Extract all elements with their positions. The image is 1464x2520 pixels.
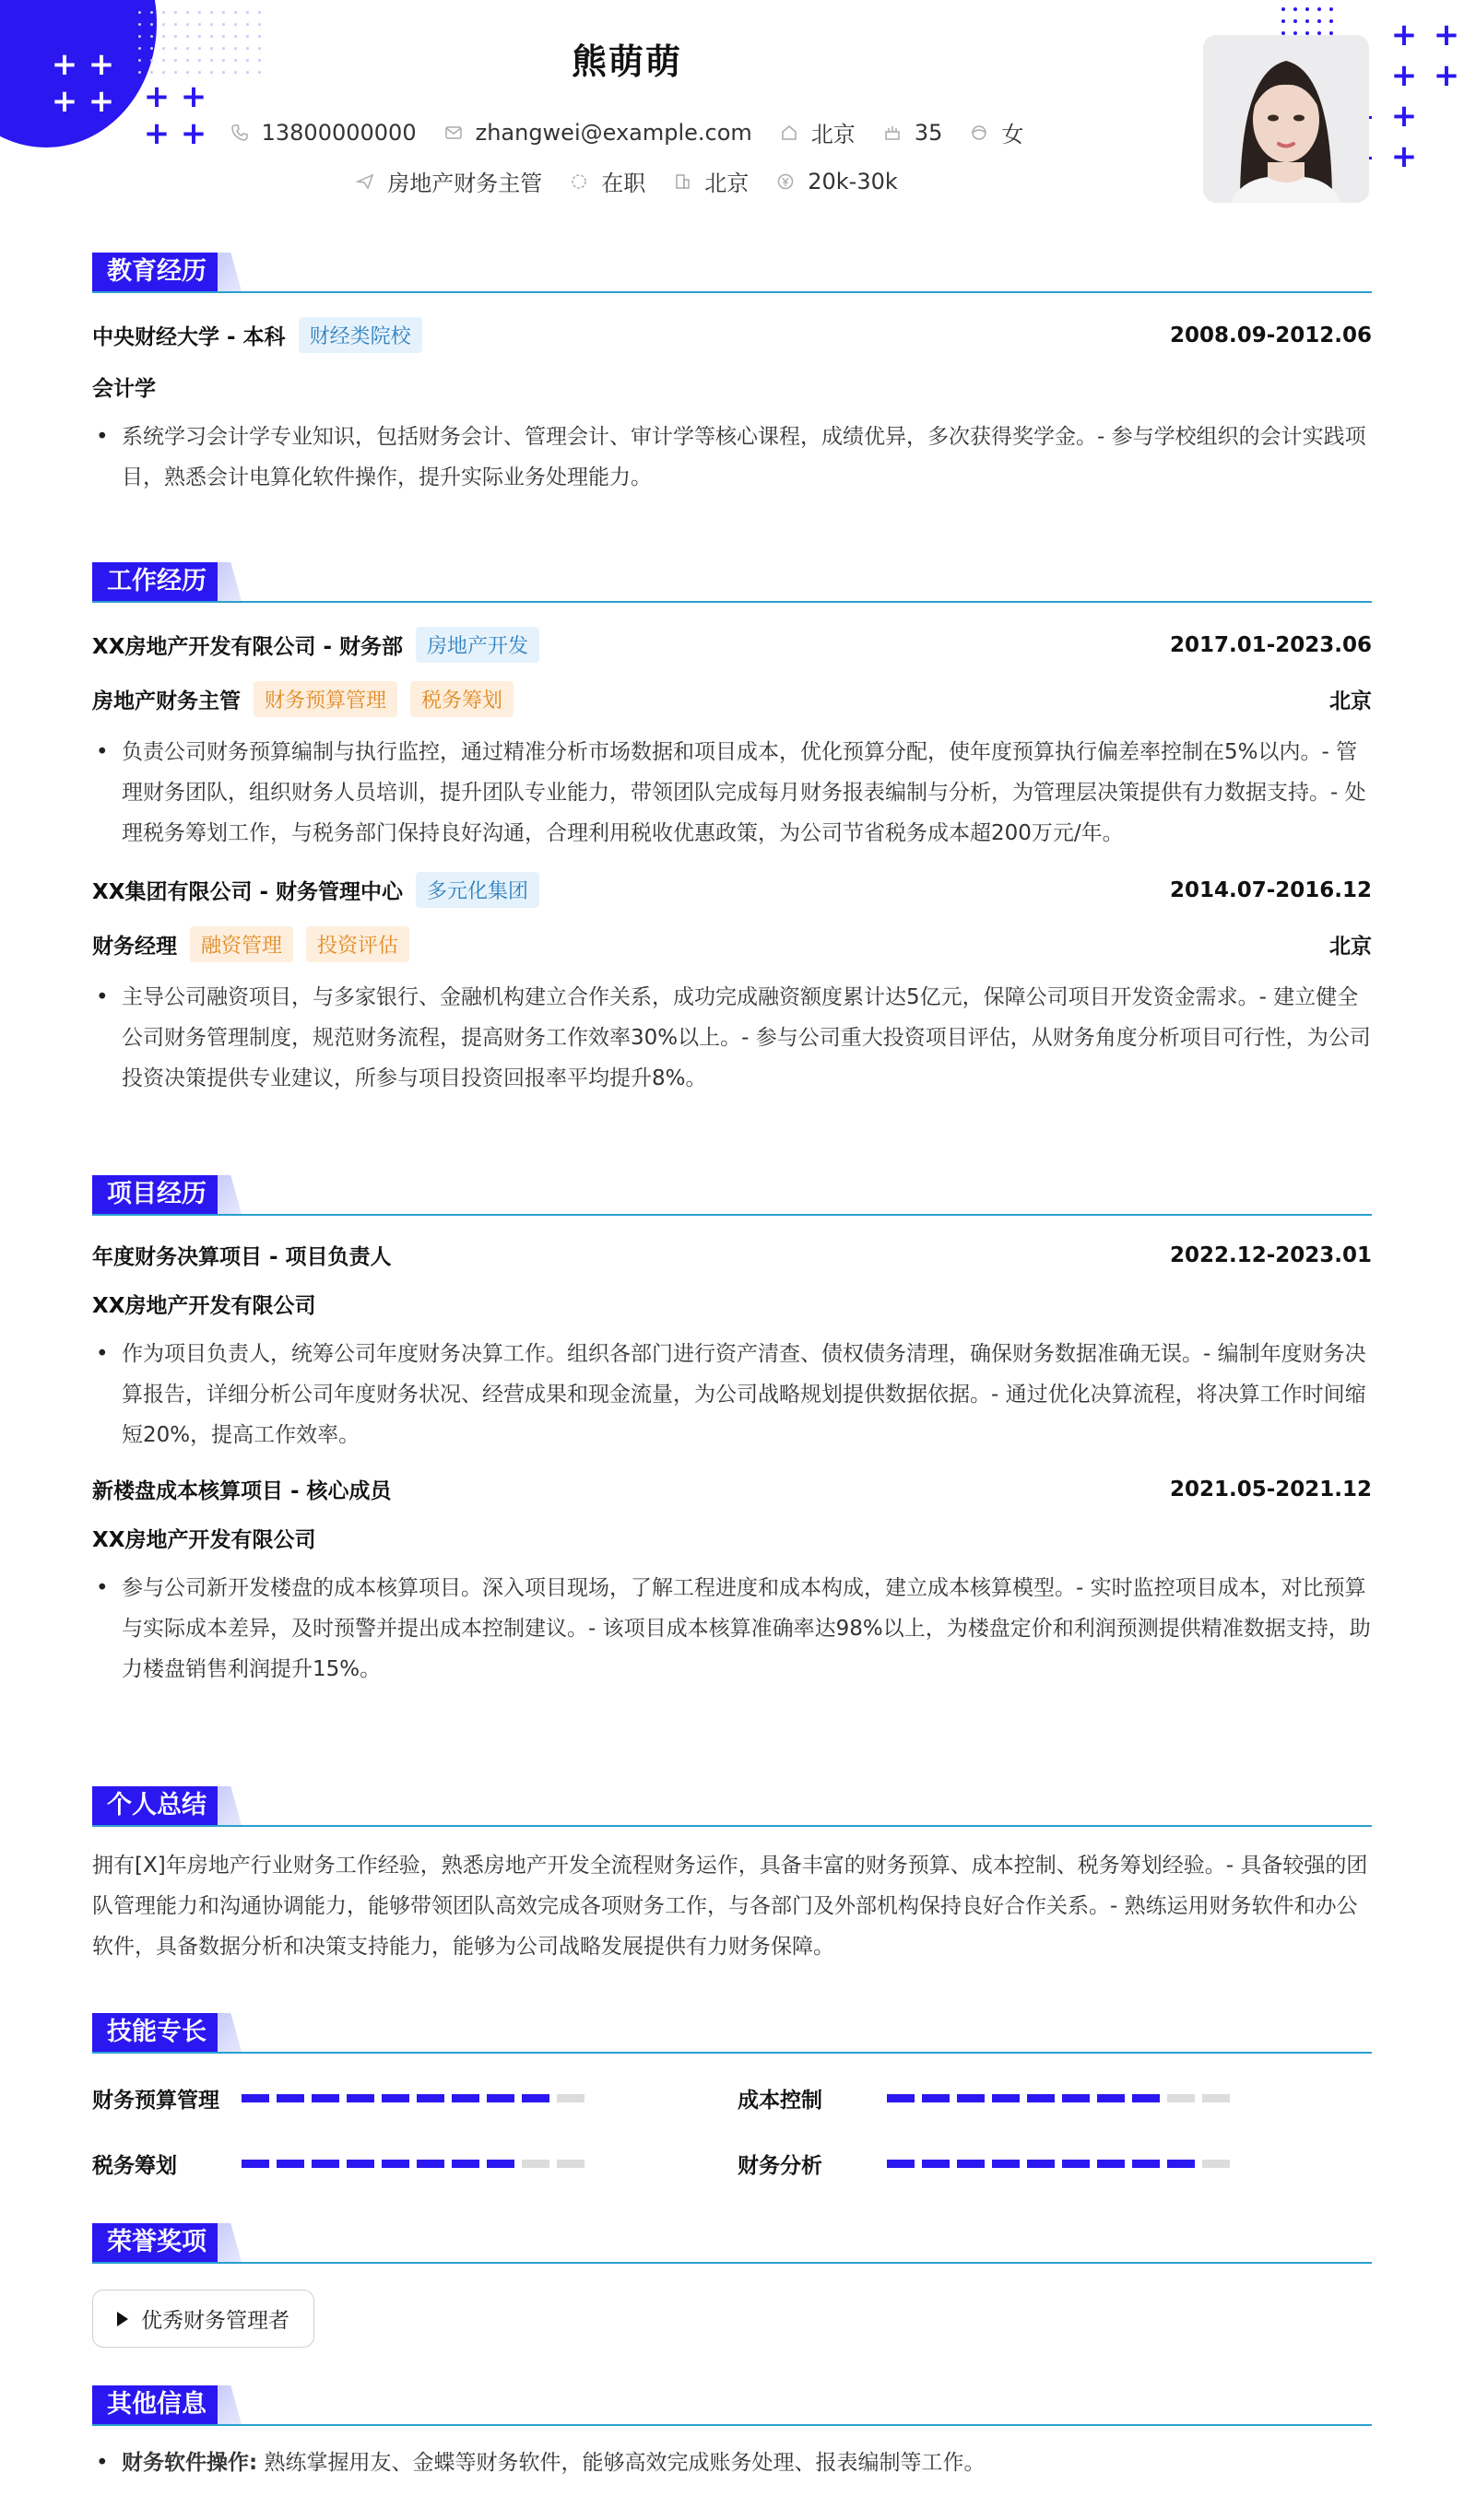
skill-level-segment bbox=[452, 2160, 479, 2168]
skills-section bbox=[92, 2013, 1372, 2179]
job-status: 在职 bbox=[601, 171, 646, 196]
skill-level-segment bbox=[277, 2160, 304, 2168]
plus-pattern-right: + + + + + + bbox=[1390, 17, 1460, 175]
skill-tag: 财务预算管理 bbox=[254, 681, 397, 717]
section-header bbox=[92, 1786, 1372, 1827]
project-org-row bbox=[92, 1289, 1372, 1319]
phone-icon bbox=[230, 124, 249, 142]
skill-level-segment bbox=[1202, 2160, 1230, 2168]
summary-section bbox=[92, 1786, 1372, 1967]
work-description: • 负责公司财务预算编制与执行监控，通过精准分析市场数据和项目成本，优化预算分配，使年度预算执行偏差率控制在5%以内。- 管理财务团队，组织财务人员培训，提升团队专业能力，带领团队完成每月财务报表编制与分析，为管理层决策提供有力数据支持。- 处理税务筹划工作，与税务部门保持良好沟通，合理利用税收优惠政策，为公司节省税务成本超200万元/年。 bbox=[92, 732, 1372, 854]
job-item bbox=[356, 165, 542, 197]
skills-grid bbox=[92, 2083, 1372, 2179]
building-icon bbox=[673, 172, 691, 191]
age-item bbox=[883, 120, 943, 146]
education-description: • 系统学习会计学专业知识，包括财务会计、管理会计、审计学等核心课程，成绩优异，多次获得奖学金。- 参与学校组织的会计实践项目，熟悉会计电算化软件操作，提升实际业务处理能力。 bbox=[92, 417, 1372, 498]
project-name-row bbox=[92, 1240, 1372, 1270]
email-item bbox=[444, 120, 752, 146]
work-company-row bbox=[92, 627, 1372, 663]
skill-level-segment bbox=[277, 2094, 304, 2102]
skill-level-segment bbox=[992, 2094, 1020, 2102]
skill-level-segment bbox=[522, 2160, 549, 2168]
portrait-image bbox=[1203, 35, 1369, 203]
skill-level-bar bbox=[242, 2094, 584, 2102]
section-title-tail bbox=[218, 562, 242, 601]
work-date: 2014.07-2016.12 bbox=[1169, 877, 1372, 902]
section-title-tail bbox=[218, 2385, 242, 2424]
section-header bbox=[92, 2223, 1372, 2264]
skill-level-segment bbox=[382, 2094, 409, 2102]
skill-level-segment bbox=[417, 2094, 444, 2102]
other-info-label: 财务软件操作: bbox=[122, 2451, 258, 2475]
skill-tag: 融资管理 bbox=[190, 926, 293, 962]
skill-level-segment bbox=[922, 2094, 950, 2102]
status-item bbox=[570, 165, 645, 197]
education-date: 2008.09-2012.06 bbox=[1169, 323, 1372, 347]
company-name: XX集团有限公司 - 财务管理中心 bbox=[92, 880, 404, 904]
skill-row bbox=[92, 2149, 738, 2179]
skill-level-segment bbox=[1132, 2094, 1160, 2102]
skill-level-segment bbox=[887, 2160, 915, 2168]
skill-level-segment bbox=[1097, 2094, 1125, 2102]
city-item bbox=[780, 116, 856, 148]
project-org: XX房地产开发有限公司 bbox=[92, 1528, 316, 1552]
money-icon bbox=[776, 172, 795, 191]
skill-level-segment bbox=[922, 2160, 950, 2168]
skill-level-segment bbox=[1167, 2094, 1195, 2102]
education-section bbox=[92, 253, 1372, 498]
work-role-row bbox=[92, 926, 1372, 962]
award-label: 优秀财务管理者 bbox=[141, 2309, 289, 2333]
skill-level-segment bbox=[1132, 2160, 1160, 2168]
skill-level-bar bbox=[242, 2160, 584, 2168]
skill-level-bar bbox=[887, 2160, 1230, 2168]
gender-item bbox=[970, 116, 1023, 148]
section-title: 项目经历 bbox=[92, 1175, 221, 1214]
project-name: 新楼盘成本核算项目 - 核心成员 bbox=[92, 1479, 392, 1503]
skill-level-segment bbox=[887, 2094, 915, 2102]
target-city: 北京 bbox=[704, 171, 750, 196]
education-row bbox=[92, 317, 1372, 353]
work-item bbox=[92, 627, 1372, 854]
skill-name: 成本控制 bbox=[738, 2089, 822, 2113]
work-city: 北京 bbox=[1329, 689, 1372, 713]
project-name: 年度财务决算项目 - 项目负责人 bbox=[92, 1245, 392, 1269]
skill-level-segment bbox=[312, 2160, 339, 2168]
summary-text: 拥有[X]年房地产行业财务工作经验，熟悉房地产开发全流程财务运作，具备丰富的财务预算、成本控制、税务筹划经验。- 具备较强的团队管理能力和沟通协调能力，能够带领团队高效完成各项财务工作，与各部门及外部机构保持良好合作关系。- 熟练运用财务软件和办公软件，具备数据分析和决策支持能力，能够为公司战略发展提供有力财务保障。 bbox=[92, 1854, 1368, 1959]
section-title: 教育经历 bbox=[92, 253, 221, 291]
skill-level-segment bbox=[347, 2094, 374, 2102]
project-org: XX房地产开发有限公司 bbox=[92, 1294, 316, 1318]
work-date: 2017.01-2023.06 bbox=[1169, 632, 1372, 657]
section-title: 工作经历 bbox=[92, 562, 221, 601]
project-item bbox=[92, 1240, 1372, 1455]
project-name-row bbox=[92, 1474, 1372, 1504]
skill-level-segment bbox=[957, 2094, 985, 2102]
work-city: 北京 bbox=[1329, 935, 1372, 959]
cake-icon bbox=[883, 124, 902, 142]
skill-level-segment bbox=[1167, 2160, 1195, 2168]
project-description: • 作为项目负责人，统筹公司年度财务决算工作。组织各部门进行资产清查、债权债务清理，确保财务数据准确无误。- 编制年度财务决算报告，详细分析公司年度财务状况、经营成果和现金流量，为公司战略规划提供数据依据。- 通过优化决算流程，将决算工作时间缩短20%，提高工作效率。 bbox=[92, 1334, 1372, 1455]
section-title: 荣誉奖项 bbox=[92, 2223, 221, 2262]
skill-level-segment bbox=[1027, 2160, 1055, 2168]
salary: 20k-30k bbox=[808, 168, 898, 194]
role-title: 房地产财务主管 bbox=[92, 689, 241, 713]
candidate-name: 熊萌萌 bbox=[571, 41, 682, 82]
send-icon bbox=[356, 172, 374, 191]
gender-icon bbox=[970, 124, 988, 142]
salary-item bbox=[776, 169, 898, 194]
plus-pattern-white: + + + + bbox=[51, 46, 115, 120]
skill-level-segment bbox=[242, 2094, 269, 2102]
skill-level-segment bbox=[487, 2160, 514, 2168]
email-address: zhangwei@example.com bbox=[475, 119, 752, 146]
skill-level-segment bbox=[452, 2094, 479, 2102]
plus-pattern-blue: + + + + bbox=[143, 78, 207, 152]
phone-item bbox=[230, 120, 417, 146]
work-role-row bbox=[92, 681, 1372, 717]
gender: 女 bbox=[1001, 122, 1024, 147]
skill-level-segment bbox=[312, 2094, 339, 2102]
dot-pattern-right bbox=[1281, 7, 1333, 35]
section-title-tail bbox=[218, 2223, 242, 2262]
school-name: 中央财经大学 - 本科 bbox=[92, 325, 286, 349]
section-title-tail bbox=[218, 2013, 242, 2052]
phone-number: 13800000000 bbox=[261, 119, 417, 146]
awards-section bbox=[92, 2223, 1372, 2348]
skill-tag: 投资评估 bbox=[306, 926, 409, 962]
skill-level-segment bbox=[1062, 2094, 1090, 2102]
skill-level-segment bbox=[347, 2160, 374, 2168]
home-icon bbox=[780, 124, 798, 142]
job-title: 房地产财务主管 bbox=[387, 171, 543, 196]
section-title-tail bbox=[218, 1786, 242, 1825]
skill-level-segment bbox=[1062, 2160, 1090, 2168]
section-header bbox=[92, 562, 1372, 603]
avatar bbox=[1203, 35, 1369, 203]
skill-level-bar bbox=[887, 2094, 1230, 2102]
section-title-tail bbox=[218, 253, 242, 291]
job-intent-row bbox=[0, 165, 1254, 197]
company-name: XX房地产开发有限公司 - 财务部 bbox=[92, 635, 404, 659]
section-header bbox=[92, 2013, 1372, 2054]
section-title: 技能专长 bbox=[92, 2013, 221, 2052]
project-date: 2022.12-2023.01 bbox=[1169, 1242, 1372, 1267]
section-header bbox=[92, 1175, 1372, 1216]
skill-name: 税务筹划 bbox=[92, 2154, 177, 2178]
other-info-text: 熟练掌握用友、金蝶等财务软件，能够高效完成账务处理、报表编制等工作。 bbox=[264, 2451, 986, 2475]
section-title: 其他信息 bbox=[92, 2385, 221, 2424]
skill-level-segment bbox=[382, 2160, 409, 2168]
skill-level-segment bbox=[487, 2094, 514, 2102]
section-title-tail bbox=[218, 1175, 242, 1214]
work-description: • 主导公司融资项目，与多家银行、金融机构建立合作关系，成功完成融资额度累计达5亿元，保障公司项目开发资金需求。- 建立健全公司财务管理制度，规范财务流程，提高财务工作效率30%以上。- 参与公司重大投资项目评估，从财务角度分析项目可行性，为公司投资决策提供专业建议，所参与项目投资回报率平均提升8%。 bbox=[92, 977, 1372, 1099]
project-description: • 参与公司新开发楼盘的成本核算项目。深入项目现场，了解工程进度和成本构成，建立成本核算模型。- 实时监控项目成本，对比预算与实际成本差异，及时预警并提出成本控制建议。- 该项目成本核算准确率达98%以上，为楼盘定价和利润预测提供精准数据支持，助力楼盘销售利润提升15%。 bbox=[92, 1568, 1372, 1690]
role-title: 财务经理 bbox=[92, 935, 177, 959]
skill-level-segment bbox=[417, 2160, 444, 2168]
skill-level-segment bbox=[522, 2094, 549, 2102]
project-date: 2021.05-2021.12 bbox=[1169, 1477, 1372, 1501]
section-header bbox=[92, 2385, 1372, 2426]
target-city-item bbox=[673, 165, 749, 197]
major: 会计学 bbox=[92, 377, 156, 401]
skill-level-segment bbox=[1027, 2094, 1055, 2102]
school-tag: 财经类院校 bbox=[299, 317, 422, 353]
skill-row bbox=[92, 2083, 738, 2114]
skill-tag: 税务筹划 bbox=[410, 681, 514, 717]
work-section bbox=[92, 562, 1372, 1099]
awards-list bbox=[92, 2290, 1372, 2348]
project-item bbox=[92, 1474, 1372, 1690]
play-icon bbox=[117, 2312, 128, 2326]
other-section bbox=[92, 2385, 1372, 2483]
skill-level-segment bbox=[242, 2160, 269, 2168]
other-info-item bbox=[92, 2443, 1372, 2483]
skill-name: 财务预算管理 bbox=[92, 2089, 219, 2113]
skill-level-segment bbox=[557, 2160, 584, 2168]
status-icon bbox=[570, 172, 588, 191]
skill-row bbox=[738, 2149, 1372, 2179]
skill-level-segment bbox=[1097, 2160, 1125, 2168]
city: 北京 bbox=[810, 122, 856, 147]
work-item bbox=[92, 872, 1372, 1099]
projects-section bbox=[92, 1175, 1372, 1690]
skill-level-segment bbox=[557, 2094, 584, 2102]
company-tag: 多元化集团 bbox=[416, 872, 539, 908]
company-tag: 房地产开发 bbox=[416, 627, 539, 663]
section-header bbox=[92, 253, 1372, 293]
contact-row bbox=[0, 116, 1254, 148]
skill-row bbox=[738, 2083, 1372, 2114]
age: 35 bbox=[914, 119, 943, 146]
skill-level-segment bbox=[957, 2160, 985, 2168]
project-org-row bbox=[92, 1523, 1372, 1553]
major-row bbox=[92, 371, 1372, 402]
skill-level-segment bbox=[992, 2160, 1020, 2168]
mail-icon bbox=[444, 124, 463, 142]
award-item bbox=[92, 2290, 314, 2348]
skill-name: 财务分析 bbox=[738, 2154, 822, 2178]
section-title: 个人总结 bbox=[92, 1786, 221, 1825]
work-company-row bbox=[92, 872, 1372, 908]
skill-level-segment bbox=[1202, 2094, 1230, 2102]
